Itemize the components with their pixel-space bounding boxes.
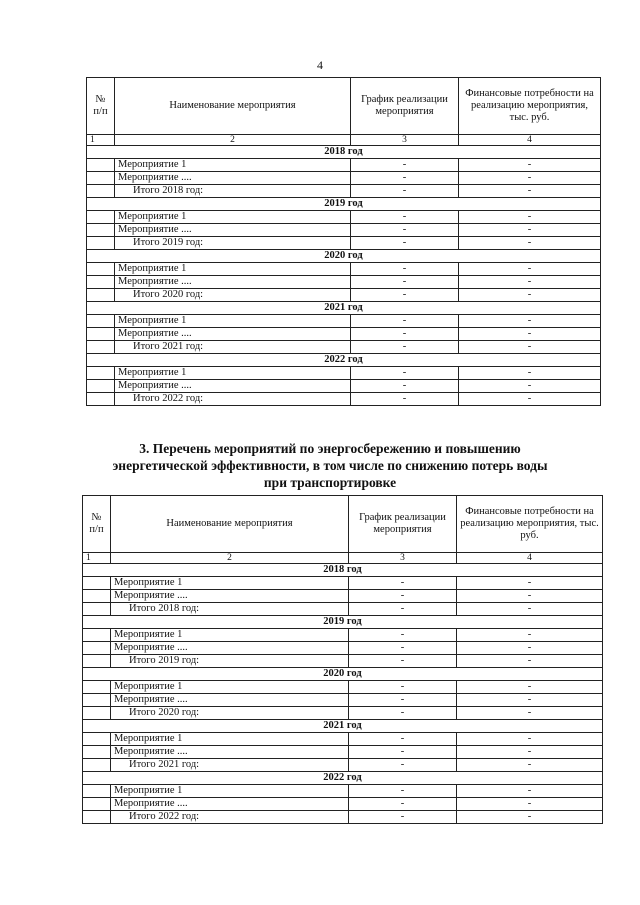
activity-name: Мероприятие 1 — [115, 159, 351, 172]
activity-name: Мероприятие .... — [111, 746, 349, 759]
activity-name: Мероприятие 1 — [111, 681, 349, 694]
header-schedule: График реализации мероприятия — [351, 78, 459, 135]
row-number-cell — [87, 380, 115, 393]
finance-cell: - — [457, 603, 603, 616]
finance-cell: - — [459, 380, 601, 393]
schedule-cell: - — [349, 733, 457, 746]
year-heading: 2018 год — [87, 146, 601, 159]
header-num: № п/п — [87, 78, 115, 135]
activity-name: Итого 2021 год: — [111, 759, 349, 772]
schedule-cell: - — [349, 603, 457, 616]
row-number-cell — [87, 172, 115, 185]
activity-name: Итого 2018 год: — [111, 603, 349, 616]
year-row — [87, 354, 601, 367]
header-finance: Финансовые потребности на реализацию мероприятия, тыс. руб. — [457, 496, 603, 553]
finance-cell: - — [459, 367, 601, 380]
activity-name: Мероприятие .... — [115, 172, 351, 185]
finance-cell: - — [457, 707, 603, 720]
finance-cell: - — [459, 289, 601, 302]
column-number: 2 — [115, 135, 351, 146]
year-row — [83, 668, 603, 681]
total-row — [87, 341, 601, 354]
page-number: 4 — [317, 58, 323, 72]
row-number-cell — [87, 315, 115, 328]
activity-name: Итого 2021 год: — [115, 341, 351, 354]
total-row — [87, 185, 601, 198]
table-row — [87, 328, 601, 341]
activity-name: Мероприятие .... — [111, 642, 349, 655]
finance-cell: - — [459, 211, 601, 224]
finance-cell: - — [459, 159, 601, 172]
finance-cell: - — [457, 733, 603, 746]
year-row — [83, 720, 603, 733]
finance-cell: - — [457, 629, 603, 642]
finance-cell: - — [459, 263, 601, 276]
finance-cell: - — [457, 681, 603, 694]
year-heading: 2020 год — [87, 250, 601, 263]
column-number: 3 — [351, 135, 459, 146]
finance-cell: - — [457, 811, 603, 824]
schedule-cell: - — [349, 746, 457, 759]
schedule-cell: - — [351, 263, 459, 276]
schedule-cell: - — [349, 759, 457, 772]
row-number-cell — [83, 733, 111, 746]
activity-name: Мероприятие 1 — [115, 263, 351, 276]
row-number-cell — [87, 185, 115, 198]
activity-name: Мероприятие 1 — [111, 629, 349, 642]
total-row — [83, 655, 603, 668]
activity-name: Итого 2019 год: — [115, 237, 351, 250]
year-heading: 2022 год — [83, 772, 603, 785]
activity-name: Мероприятие .... — [111, 694, 349, 707]
activity-name: Итого 2020 год: — [111, 707, 349, 720]
total-row — [87, 393, 601, 406]
schedule-cell: - — [349, 655, 457, 668]
row-number-cell — [87, 367, 115, 380]
finance-cell: - — [459, 315, 601, 328]
row-number-cell — [83, 629, 111, 642]
row-number-cell — [87, 328, 115, 341]
finance-cell: - — [457, 694, 603, 707]
year-heading: 2021 год — [87, 302, 601, 315]
schedule-cell: - — [351, 289, 459, 302]
table-row — [83, 681, 603, 694]
schedule-cell: - — [351, 393, 459, 406]
total-row — [83, 759, 603, 772]
finance-cell: - — [459, 328, 601, 341]
header-name: Наименование мероприятия — [111, 496, 349, 553]
year-heading: 2020 год — [83, 668, 603, 681]
finance-cell: - — [457, 642, 603, 655]
row-number-cell — [83, 655, 111, 668]
header-name: Наименование мероприятия — [115, 78, 351, 135]
table-row — [83, 798, 603, 811]
table-row — [87, 263, 601, 276]
finance-cell: - — [459, 185, 601, 198]
finance-cell: - — [457, 590, 603, 603]
activity-name: Мероприятие .... — [115, 328, 351, 341]
schedule-cell: - — [351, 315, 459, 328]
activity-name: Итого 2020 год: — [115, 289, 351, 302]
activity-name: Итого 2022 год: — [115, 393, 351, 406]
activity-name: Мероприятие 1 — [115, 367, 351, 380]
year-heading: 2022 год — [87, 354, 601, 367]
total-row — [83, 811, 603, 824]
finance-cell: - — [457, 759, 603, 772]
year-heading: 2018 год — [83, 564, 603, 577]
schedule-cell: - — [349, 681, 457, 694]
table-row — [83, 642, 603, 655]
activity-name: Мероприятие .... — [115, 380, 351, 393]
row-number-cell — [87, 211, 115, 224]
year-row — [87, 198, 601, 211]
table-row — [87, 211, 601, 224]
table-row — [87, 276, 601, 289]
column-number: 1 — [87, 135, 115, 146]
finance-cell: - — [459, 393, 601, 406]
activity-name: Мероприятие .... — [111, 798, 349, 811]
column-number: 1 — [83, 553, 111, 564]
table-row — [83, 694, 603, 707]
finance-cell: - — [459, 341, 601, 354]
activity-name: Мероприятие .... — [115, 224, 351, 237]
column-number: 2 — [111, 553, 349, 564]
table-row — [83, 746, 603, 759]
schedule-cell: - — [351, 341, 459, 354]
schedule-cell: - — [351, 367, 459, 380]
header-finance: Финансовые потребности на реализацию мероприятия, тыс. руб. — [459, 78, 601, 135]
row-number-cell — [87, 159, 115, 172]
activity-name: Мероприятие 1 — [111, 577, 349, 590]
activity-name: Мероприятие 1 — [115, 315, 351, 328]
schedule-cell: - — [351, 185, 459, 198]
activity-name: Итого 2019 год: — [111, 655, 349, 668]
table-row — [87, 380, 601, 393]
schedule-cell: - — [351, 224, 459, 237]
finance-cell: - — [459, 276, 601, 289]
activity-name: Итого 2018 год: — [115, 185, 351, 198]
year-row — [87, 146, 601, 159]
activity-name: Мероприятие .... — [111, 590, 349, 603]
row-number-cell — [83, 798, 111, 811]
schedule-cell: - — [349, 798, 457, 811]
section-title: 3. Перечень мероприятий по энергосбережению и повышению энергетической эффективности, в том числе по снижению потерь воды при транспортировке — [112, 441, 548, 490]
row-number-cell — [83, 577, 111, 590]
schedule-cell: - — [351, 159, 459, 172]
activity-name: Мероприятие .... — [115, 276, 351, 289]
row-number-cell — [87, 224, 115, 237]
table-row — [87, 172, 601, 185]
row-number-cell — [83, 642, 111, 655]
row-number-cell — [83, 603, 111, 616]
finance-cell: - — [459, 172, 601, 185]
year-heading: 2019 год — [83, 616, 603, 629]
schedule-cell: - — [351, 276, 459, 289]
activity-name: Мероприятие 1 — [111, 785, 349, 798]
schedule-cell: - — [349, 785, 457, 798]
row-number-cell — [83, 746, 111, 759]
schedule-cell: - — [349, 694, 457, 707]
column-number: 4 — [459, 135, 601, 146]
row-number-cell — [83, 785, 111, 798]
schedule-cell: - — [351, 172, 459, 185]
year-row — [87, 250, 601, 263]
finance-cell: - — [457, 655, 603, 668]
header-schedule: График реализации мероприятия — [349, 496, 457, 553]
table-row — [87, 367, 601, 380]
column-number: 4 — [457, 553, 603, 564]
schedule-cell: - — [351, 211, 459, 224]
table-row — [87, 159, 601, 172]
schedule-cell: - — [351, 380, 459, 393]
row-number-cell — [87, 341, 115, 354]
year-row — [83, 616, 603, 629]
table-row — [83, 733, 603, 746]
schedule-cell: - — [349, 577, 457, 590]
table-row — [83, 629, 603, 642]
row-number-cell — [87, 237, 115, 250]
activity-name: Итого 2022 год: — [111, 811, 349, 824]
table-row — [83, 590, 603, 603]
schedule-cell: - — [349, 642, 457, 655]
finance-cell: - — [459, 224, 601, 237]
finance-cell: - — [457, 798, 603, 811]
schedule-cell: - — [351, 237, 459, 250]
header-num: № п/п — [83, 496, 111, 553]
row-number-cell — [87, 289, 115, 302]
schedule-cell: - — [349, 811, 457, 824]
year-row — [87, 302, 601, 315]
activity-name: Мероприятие 1 — [111, 733, 349, 746]
total-row — [83, 603, 603, 616]
finance-cell: - — [457, 577, 603, 590]
row-number-cell — [83, 811, 111, 824]
table-row — [83, 785, 603, 798]
row-number-cell — [83, 590, 111, 603]
year-heading: 2019 год — [87, 198, 601, 211]
row-number-cell — [83, 759, 111, 772]
plan-table-2 — [82, 495, 603, 824]
year-row — [83, 772, 603, 785]
schedule-cell: - — [349, 707, 457, 720]
table-row — [83, 577, 603, 590]
total-row — [87, 289, 601, 302]
finance-cell: - — [457, 746, 603, 759]
row-number-cell — [87, 263, 115, 276]
row-number-cell — [87, 276, 115, 289]
row-number-cell — [83, 694, 111, 707]
year-heading: 2021 год — [83, 720, 603, 733]
activity-name: Мероприятие 1 — [115, 211, 351, 224]
column-number: 3 — [349, 553, 457, 564]
schedule-cell: - — [351, 328, 459, 341]
row-number-cell — [83, 707, 111, 720]
finance-cell: - — [457, 785, 603, 798]
finance-cell: - — [459, 237, 601, 250]
year-row — [83, 564, 603, 577]
plan-table-1 — [86, 77, 601, 406]
total-row — [83, 707, 603, 720]
schedule-cell: - — [349, 629, 457, 642]
table-row — [87, 224, 601, 237]
total-row — [87, 237, 601, 250]
table-row — [87, 315, 601, 328]
schedule-cell: - — [349, 590, 457, 603]
row-number-cell — [87, 393, 115, 406]
row-number-cell — [83, 681, 111, 694]
